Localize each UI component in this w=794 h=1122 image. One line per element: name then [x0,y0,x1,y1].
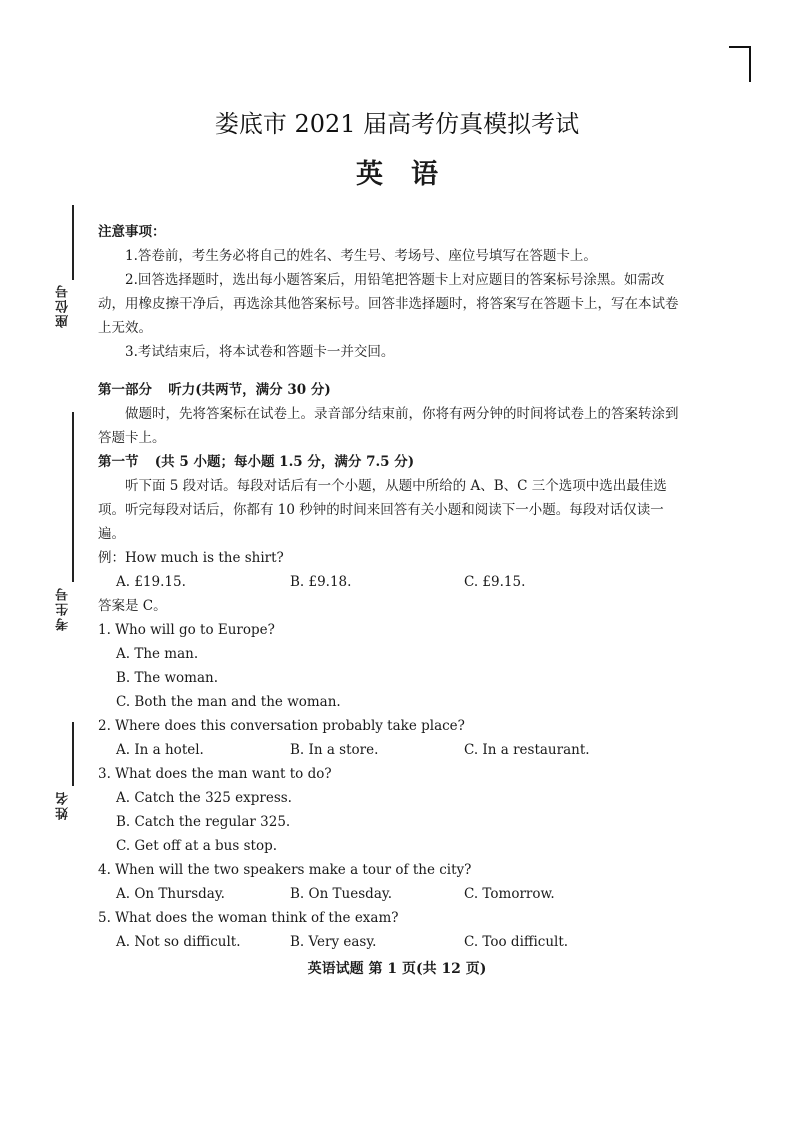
example-option-a: A. £19.15. [116,574,186,590]
question-4-options [98,882,690,906]
question-2-stem: 2. Where does this conversation probably take place? [98,718,465,734]
question-2-option-c: C. In a restaurant. [464,742,590,758]
part1-instruction: 做题时，先将答案标在试卷上。录音部分结束前，你将有两分钟的时间将试卷上的答案转涂到答题卡上。 [98,406,679,446]
example-stem: 例：How much is the shirt? [98,550,284,566]
notice-item-2: 2.回答选择题时，选出每小题答案后，用铅笔把答题卡上对应题目的答案标号涂黑。如需改动，用橡皮擦干净后，再选涂其他答案标号。回答非选择题时，将答案写在答题卡上，写在本试卷上无效。 [98,272,679,336]
notice-heading: 注意事项： [98,224,166,240]
name-line [72,722,74,786]
notice-item-3: 3.考试结束后，将本试卷和答题卡一并交回。 [125,344,395,360]
exam-content [98,220,690,954]
question-1-option-a: A. The man. [116,646,199,662]
example-answer: 答案是 C。 [98,598,167,614]
question-2-options [98,738,690,762]
question-5-stem: 5. What does the woman think of the exam? [98,910,399,926]
question-4-option-a: A. On Thursday. [116,886,225,902]
exam-title: 娄底市 2021 届高考仿真模拟考试 [214,110,580,138]
question-3-option-b: B. Catch the regular 325. [116,814,291,830]
question-3-option-c: C. Get off at a bus stop. [116,838,278,854]
exam-number-label: 考生号 [56,586,71,631]
example-option-b: B. £9.18. [290,574,352,590]
question-4-option-b: B. On Tuesday. [290,886,392,902]
question-5-option-c: C. Too difficult. [464,934,569,950]
question-2-option-a: A. In a hotel. [116,742,204,758]
name-field [52,722,82,832]
question-3-stem: 3. What does the man want to do? [98,766,332,782]
seat-number-label: 座位号 [56,283,71,328]
section1-heading-sub: (共 5 小题；每小题 1.5 分，满分 7.5 分) [154,454,415,470]
spacer [98,364,690,378]
exam-number-line [72,412,74,582]
part1-heading-row [98,378,690,402]
question-4-option-c: C. Tomorrow. [464,886,555,902]
question-5-option-a: A. Not so difficult. [116,934,241,950]
seat-number-line [72,205,74,280]
section1-instruction: 听下面 5 段对话。每段对话后有一个小题，从题中所给的 A、B、C 三个选项中选出最佳选项。听完每段对话后，你都有 10 秒钟的时间来回答有关小题和阅读下一小题。每段对话仅读一遍。 [98,478,667,542]
notice-item-1: 1.答卷前，考生务必将自己的姓名、考生号、考场号、座位号填写在答题卡上。 [125,248,597,264]
section1-heading: 第一节 [98,454,139,470]
question-1-option-c: C. Both the man and the woman. [116,694,341,710]
exam-number-field [52,412,82,642]
example-option-c: C. £9.15. [464,574,526,590]
corner-crop-mark [729,46,751,82]
example-options [98,570,690,594]
name-label: 姓名 [56,790,71,820]
question-1-option-b: B. The woman. [116,670,219,686]
question-1-stem: 1. Who will go to Europe? [98,622,275,638]
part1-heading: 第一部分 [98,382,152,398]
question-3-option-a: A. Catch the 325 express. [116,790,292,806]
question-2-option-b: B. In a store. [290,742,379,758]
page-footer: 英语试题 第 1 页(共 12 页) [307,961,487,977]
question-5-option-b: B. Very easy. [290,934,377,950]
part1-heading-sub: 听力(共两节，满分 30 分) [168,382,331,398]
seat-number-field [52,205,82,335]
subject-title: 英语 [356,159,466,190]
question-5-options [98,930,690,954]
question-4-stem: 4. When will the two speakers make a tour of the city? [98,862,472,878]
section1-heading-row [98,450,690,474]
